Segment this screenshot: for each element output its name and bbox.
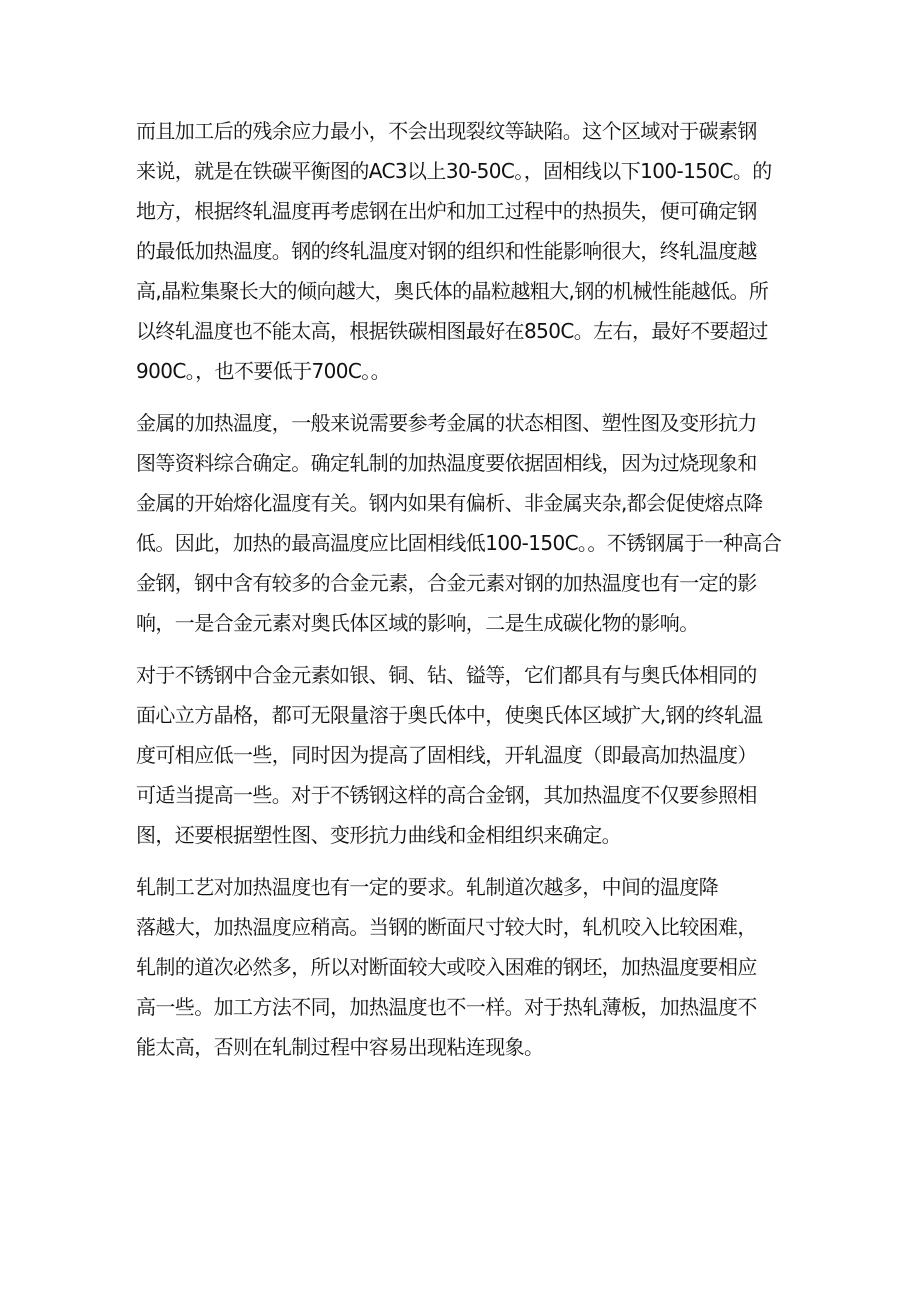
paragraph-4 [136,867,796,1067]
paragraph-3 [136,655,796,855]
text-line: 落越大，加热温度应稍高。当钢的断面尺寸较大时，轧机咬入比较困难， [136,915,757,939]
text-line: 轧制的道次必然多，所以对断面较大或咬入困难的钢坯，加热温度要相应 [136,955,757,979]
text-line: 地方，根据终轧温度再考虑钢在出炉和加工过程中的热损失，便可确定钢 [136,199,757,223]
text-line: 金属的加热温度，一般来说需要参考金属的状态相图、塑性图及变形抗力 [136,411,757,435]
text-line: 轧制工艺对加热温度也有一定的要求。轧制道次越多，中间的温度降 [136,875,718,899]
text-line: 能太高，否则在轧制过程中容易出现粘连现象。 [136,1035,544,1059]
text-line: 而且加工后的残余应力最小，不会出现裂纹等缺陷。这个区域对于碳素钢 [136,119,757,143]
text-line: 高,晶粒集聚长大的倾向越大，奥氏体的晶粒越粗大,钢的机械性能越低。所 [136,279,769,303]
text-line: 面心立方晶格，都可无限量溶于奥氏体中，使奥氏体区域扩大,钢的终轧温 [136,703,763,727]
text-line: 高一些。加工方法不同，加热温度也不一样。对于热轧薄板，加热温度不 [136,995,757,1019]
text-line: 度可相应低一些，同时因为提高了固相线，开轧温度（即最高加热温度） [136,743,757,767]
paragraph-2 [136,403,796,643]
text-line: 对于不锈钢中合金元素如银、铜、钻、镒等，它们都具有与奥氏体相同的 [136,663,757,687]
text-line: 金属的开始熔化温度有关。钢内如果有偏析、非金属夹杂,都会促使熔点降 [136,491,763,515]
document-body [136,111,796,1067]
text-line: 以终轧温度也不能太高，根据铁碳相图最好在850C。左右，最好不要超过 [136,319,768,343]
paragraph-spacer [136,391,796,403]
paragraph-1 [136,111,796,391]
text-line: 响，一是合金元素对奥氏体区域的影响，二是生成碳化物的影响。 [136,611,699,635]
text-line: 900C。，也不要低于700C。。 [136,359,391,383]
text-line: 的最低加热温度。钢的终轧温度对钢的组织和性能影响很大，终轧温度越 [136,239,757,263]
text-line: 图，还要根据塑性图、变形抗力曲线和金相组织来确定。 [136,823,621,847]
paragraph-spacer [136,855,796,867]
text-line: 图等资料综合确定。确定轧制的加热温度要依据固相线，因为过烧现象和 [136,451,757,475]
text-line: 可适当提高一些。对于不锈钢这样的高合金钢，其加热温度不仅要参照相 [136,783,757,807]
paragraph-spacer [136,643,796,655]
text-line: 低。因此，加热的最高温度应比固相线低100-150C。。不锈钢属于一种高合 [136,531,782,555]
text-line: 来说，就是在铁碳平衡图的AC3以上30-50C。，固相线以下100-150C。的 [136,159,772,183]
text-line: 金钢，钢中含有较多的合金元素，合金元素对钢的加热温度也有一定的影 [136,571,757,595]
